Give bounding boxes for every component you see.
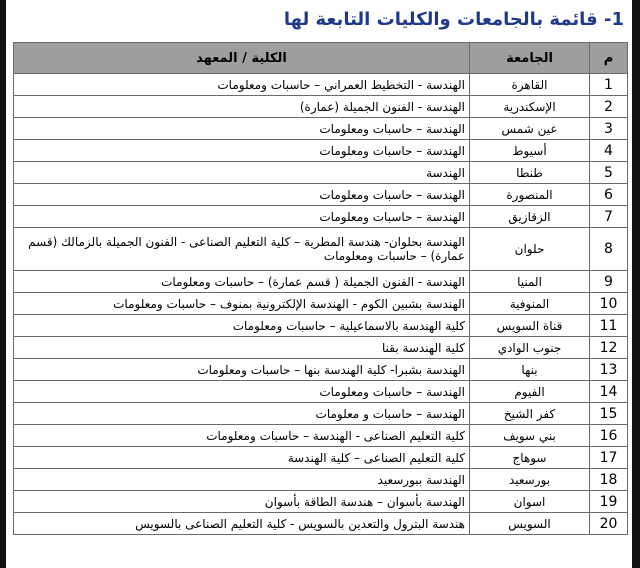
table-row (14, 315, 628, 337)
table-row (14, 337, 628, 359)
faculty-list: الهندسة – حاسبات ومعلومات (14, 140, 470, 162)
table-row (14, 491, 628, 513)
table-row (14, 359, 628, 381)
row-number: 7 (590, 206, 628, 228)
faculty-list: الهندسة بشبرا- كلية الهندسة بنها – حاسبات ومعلومات (14, 359, 470, 381)
row-number: 19 (590, 491, 628, 513)
table-row (14, 381, 628, 403)
table-row (14, 469, 628, 491)
university-name: اسوان (470, 491, 590, 513)
page-title: 1- قائمة بالجامعات والكليات التابعة لها (283, 9, 624, 30)
university-name: بني سويف (470, 425, 590, 447)
faculty-list: الهندسة – حاسبات ومعلومات (14, 184, 470, 206)
row-number: 20 (590, 513, 628, 535)
university-name: الإسكندرية (470, 96, 590, 118)
university-name: جنوب الوادي (470, 337, 590, 359)
left-frame-border (0, 0, 6, 568)
university-name: القاهرة (470, 74, 590, 96)
university-name: قناة السويس (470, 315, 590, 337)
university-name: المنيا (470, 271, 590, 293)
faculty-list: الهندسة – حاسبات ومعلومات (14, 206, 470, 228)
row-number: 5 (590, 162, 628, 184)
faculty-list: الهندسة – حاسبات و معلومات (14, 403, 470, 425)
row-number: 8 (590, 228, 628, 271)
faculty-list: كلية التعليم الصناعى - الهندسة – حاسبات ومعلومات (14, 425, 470, 447)
row-number: 11 (590, 315, 628, 337)
table-row (14, 293, 628, 315)
table-row (14, 425, 628, 447)
row-number: 2 (590, 96, 628, 118)
university-name: حلوان (470, 228, 590, 271)
university-name: عين شمس (470, 118, 590, 140)
row-number: 14 (590, 381, 628, 403)
university-name: المنوفية (470, 293, 590, 315)
row-number: 12 (590, 337, 628, 359)
header-faculty: الكلية / المعهد (14, 43, 470, 74)
row-number: 18 (590, 469, 628, 491)
faculty-list: كلية الهندسة بقنا (14, 337, 470, 359)
university-name: بورسعيد (470, 469, 590, 491)
faculty-list: الهندسة بحلوان- هندسة المطرية – كلية التعليم الصناعى - الفنون الجميلة بالزمالك (قسم عمارة) – حاسبات ومعلومات (14, 228, 470, 271)
row-number: 3 (590, 118, 628, 140)
row-number: 1 (590, 74, 628, 96)
universities-table (13, 42, 628, 535)
table-row (14, 74, 628, 96)
faculty-list: الهندسة – حاسبات ومعلومات (14, 381, 470, 403)
university-name: بنها (470, 359, 590, 381)
faculty-list: الهندسة بأسوان – هندسة الطاقة بأسوان (14, 491, 470, 513)
table-row (14, 162, 628, 184)
row-number: 16 (590, 425, 628, 447)
table-row (14, 140, 628, 162)
faculty-list: كلية الهندسة بالاسماعيلية – حاسبات ومعلومات (14, 315, 470, 337)
faculty-list: الهندسة – حاسبات ومعلومات (14, 118, 470, 140)
faculty-list: الهندسة ببورسعيد (14, 469, 470, 491)
university-name: المنصورة (470, 184, 590, 206)
table-row (14, 184, 628, 206)
header-number: م (590, 43, 628, 74)
university-name: كفر الشيخ (470, 403, 590, 425)
table-row (14, 228, 628, 271)
university-name: السويس (470, 513, 590, 535)
row-number: 9 (590, 271, 628, 293)
table-row (14, 118, 628, 140)
header-university: الجامعة (470, 43, 590, 74)
table-row (14, 271, 628, 293)
row-number: 17 (590, 447, 628, 469)
table-header-row (14, 43, 628, 74)
university-name: الفيوم (470, 381, 590, 403)
table-row (14, 447, 628, 469)
table-row (14, 96, 628, 118)
faculty-list: الهندسة بشبين الكوم - الهندسة الإلكترونية بمنوف – حاسبات ومعلومات (14, 293, 470, 315)
faculty-list: هندسة البترول والتعدين بالسويس - كلية التعليم الصناعى بالسويس (14, 513, 470, 535)
table-row (14, 206, 628, 228)
faculty-list: الهندسة (14, 162, 470, 184)
row-number: 15 (590, 403, 628, 425)
faculty-list: الهندسة - الفنون الجميلة ( قسم عمارة) – حاسبات ومعلومات (14, 271, 470, 293)
table-row (14, 403, 628, 425)
row-number: 6 (590, 184, 628, 206)
university-name: سوهاج (470, 447, 590, 469)
right-frame-border (632, 0, 640, 568)
row-number: 13 (590, 359, 628, 381)
university-name: طنطا (470, 162, 590, 184)
faculty-list: كلية التعليم الصناعى – كلية الهندسة (14, 447, 470, 469)
row-number: 10 (590, 293, 628, 315)
faculty-list: الهندسة - التخطيط العمراني – حاسبات ومعلومات (14, 74, 470, 96)
faculty-list: الهندسة - الفنون الجميلة (عمارة) (14, 96, 470, 118)
university-name: أسيوط (470, 140, 590, 162)
university-name: الزقازيق (470, 206, 590, 228)
table-row (14, 513, 628, 535)
row-number: 4 (590, 140, 628, 162)
